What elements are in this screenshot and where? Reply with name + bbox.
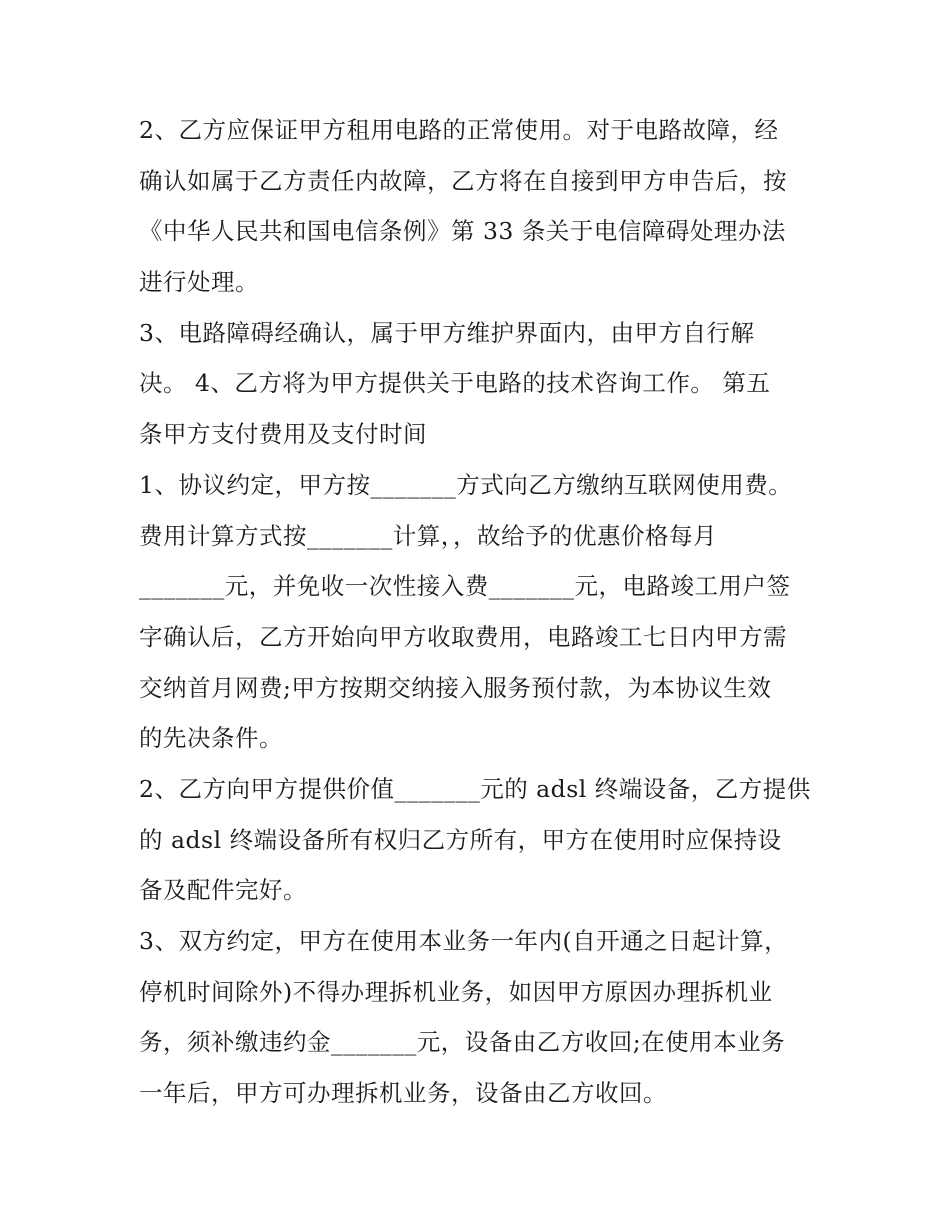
text-line: _______元，并免收一次性接入费_______元，电路竣工用户签: [139, 572, 791, 601]
text-line: 《中华人民共和国电信条例》第 33 条关于电信障碍处理办法: [139, 217, 786, 246]
text-line: 字确认后，乙方开始向甲方收取费用，电路竣工七日内甲方需: [139, 622, 787, 651]
text-line: 3、双方约定，甲方在使用本业务一年内(自开通之日起计算，: [139, 927, 789, 955]
text-line: 决。 4、乙方将为甲方提供关于电路的技术咨询工作。 第五: [139, 369, 771, 398]
text-line: 停机时间除外)不得办理拆机业务，如因甲方原因办理拆机业: [139, 977, 773, 1006]
text-line: 2、乙方应保证甲方租用电路的正常使用。对于电路故障，经: [139, 116, 779, 144]
text-line: 交纳首月网费;甲方按期交纳接入服务预付款，为本协议生效: [139, 673, 772, 702]
text-line: 2、乙方向甲方提供价值_______元的 adsl 终端设备，乙方提供: [139, 774, 811, 803]
text-line: 务，须补缴违约金_______元，设备由乙方收回;在使用本业务: [139, 1028, 786, 1057]
text-line: 备及配件完好。: [139, 876, 307, 905]
text-line: 确认如属于乙方责任内故障，乙方将在自接到甲方申告后，按: [139, 166, 787, 195]
text-line: 进行处理。: [139, 268, 259, 297]
document-body: [139, 105, 819, 1119]
text-line: 一年后，甲方可办理拆机业务，设备由乙方收回。: [139, 1079, 667, 1108]
text-line: 1、协议约定，甲方按_______方式向乙方缴纳互联网使用费。: [139, 470, 793, 499]
text-line: 3、电路障碍经确认，属于甲方维护界面内，由甲方自行解: [139, 318, 755, 347]
text-line: 费用计算方式按_______计算，，故给予的优惠价格每月: [139, 521, 717, 550]
text-line: 的先决条件。: [139, 724, 283, 753]
text-line: 条甲方支付费用及支付时间: [139, 420, 427, 449]
text-line: 的 adsl 终端设备所有权归乙方所有，甲方在使用时应保持设: [139, 825, 782, 854]
